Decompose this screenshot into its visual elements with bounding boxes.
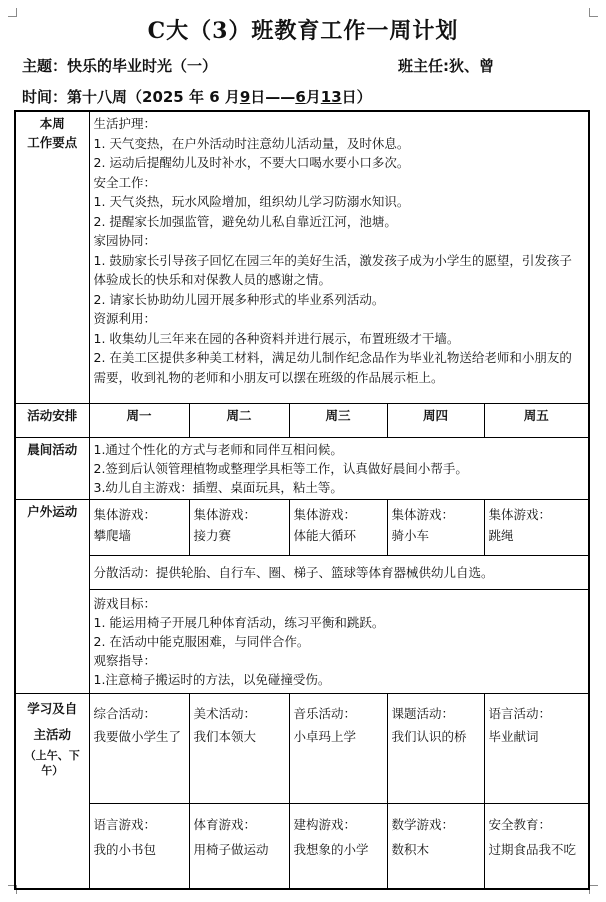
learning-name: 过期食品我不吃 [488, 841, 577, 857]
page-corner-mark [589, 885, 598, 894]
outdoor-game-name: 体能大循环 [293, 527, 357, 543]
key-point-line: 2. 运动后提醒幼儿及时补水，不要大口喝水要小口多次。 [93, 155, 410, 170]
learning-cell [189, 693, 289, 803]
outdoor-game-type: 集体游戏： [193, 506, 257, 522]
key-points-label [15, 111, 89, 403]
learning-row-2 [15, 803, 589, 889]
head-teacher: 班主任:狄、曾 [398, 57, 494, 75]
key-point-line: 安全工作： [93, 174, 157, 190]
learning-cell [387, 693, 484, 803]
key-points-content [89, 111, 589, 403]
learning-type: 安全教育： [488, 816, 552, 832]
learning-name: 数积木 [391, 841, 430, 857]
outdoor-game-name: 骑小车 [391, 527, 430, 543]
learning-name: 我要做小学生了 [93, 728, 182, 744]
morning-row [15, 437, 589, 499]
outdoor-goal-line: 观察指导： [93, 652, 157, 668]
key-point-line: 家园协同： [93, 233, 157, 248]
outdoor-game-type: 集体游戏： [391, 506, 455, 522]
learning-name: 小卓玛上学 [293, 728, 357, 744]
outdoor-game-type: 集体游戏： [93, 506, 157, 522]
weekly-plan-table [14, 110, 590, 890]
learning-name: 我想象的小学 [293, 841, 369, 857]
learning-name: 我们本领大 [193, 728, 257, 744]
outdoor-game-cell [289, 499, 387, 555]
key-point-line: 生活护理： [93, 116, 157, 131]
learning-type: 语言活动： [488, 705, 552, 721]
key-points-label-line: 本周 [39, 116, 65, 131]
learning-type: 体育游戏： [193, 816, 257, 832]
key-point-line: 2. 提醒家长加强监管，避免幼儿私自靠近江河，池塘。 [93, 213, 397, 229]
time-day-start: 9 [239, 88, 251, 106]
key-point-line: 资源利用： [93, 311, 157, 326]
key-point-line: 2. 请家长协助幼儿园开展多种形式的毕业系列活动。 [93, 291, 385, 307]
learning-type: 数学游戏： [391, 816, 455, 832]
day-header: 周四 [387, 403, 484, 437]
outdoor-game-type: 集体游戏： [488, 506, 552, 522]
theme-line: 主题：快乐的毕业时光（一） [22, 57, 218, 75]
outdoor-group-row [15, 555, 589, 589]
key-points-label-line: 工作要点 [27, 135, 78, 150]
learning-type: 音乐活动： [293, 705, 357, 721]
learning-label-sub: （上午、下午） [24, 748, 80, 777]
learning-cell [289, 803, 387, 889]
outdoor-game-cell [484, 499, 589, 555]
morning-line: 1.通过个性化的方式与老师和同伴互相问候。 [93, 441, 343, 457]
outdoor-games-row [15, 499, 589, 555]
outdoor-goal-line: 1. 能运用椅子开展几种体育活动，练习平衡和跳跃。 [93, 614, 385, 630]
key-point-line: 1. 天气变热，在户外活动时注意幼儿活动量，及时休息。 [93, 135, 410, 151]
document-title: C大（3）班教育工作一周计划 [147, 18, 459, 44]
day-header: 周五 [484, 403, 589, 437]
learning-type: 课题活动： [391, 705, 455, 721]
learning-type: 综合活动： [93, 705, 157, 721]
learning-row-1 [15, 693, 589, 803]
key-point-line: 1. 收集幼儿三年来在园的各种资料并进行展示，布置班级才干墙。 [93, 330, 460, 346]
key-point-line: 1. 鼓励家长引导孩子回忆在园三年的美好生活，激发孩子成为小学生的愿望，引发孩子体验成长的快乐和对保教人员的感谢之情。 [93, 252, 572, 287]
outdoor-goals-row [15, 589, 589, 693]
learning-cell [484, 803, 589, 889]
outdoor-game-cell [189, 499, 289, 555]
outdoor-label: 户外运动 [15, 499, 89, 693]
outdoor-game-name: 跳绳 [488, 527, 514, 543]
time-mid: 日—— [250, 88, 296, 106]
learning-name: 毕业献词 [488, 728, 539, 744]
outdoor-goals [89, 589, 589, 693]
learning-cell [189, 803, 289, 889]
learning-label [15, 693, 89, 889]
outdoor-goal-line: 2. 在活动中能克服困难，与同伴合作。 [93, 633, 310, 649]
morning-line: 2.签到后认领管理植物或整理学具柜等工作，认真做好晨间小帮手。 [93, 460, 468, 476]
day-header: 周二 [189, 403, 289, 437]
key-points-row [15, 111, 589, 403]
outdoor-goal-line: 1.注意椅子搬运时的方法，以免碰撞受伤。 [93, 671, 331, 687]
learning-cell [89, 803, 189, 889]
learning-cell [484, 693, 589, 803]
time-day-end: 13 [320, 88, 342, 106]
key-point-line: 1. 天气炎热，玩水风险增加，组织幼儿学习防溺水知识。 [93, 194, 410, 209]
outdoor-game-name: 攀爬墙 [93, 527, 132, 543]
learning-cell [289, 693, 387, 803]
outdoor-group-activity: 分散活动：提供轮胎、自行车、圈、梯子、篮球等体育器械供幼儿自选。 [89, 555, 589, 589]
time-mid2: 月 [305, 88, 321, 106]
schedule-header-row [15, 403, 589, 437]
learning-name: 用椅子做运动 [193, 841, 269, 857]
schedule-label: 活动安排 [15, 403, 89, 437]
day-header: 周三 [289, 403, 387, 437]
learning-cell [89, 693, 189, 803]
learning-name: 我们认识的桥 [391, 728, 467, 744]
learning-type: 美术活动： [193, 705, 257, 721]
morning-label: 晨间活动 [15, 437, 89, 499]
time-prefix: 时间：第十八周（2025 年 6 月 [22, 88, 240, 106]
time-suffix: 日） [341, 88, 372, 106]
time-month-end: 6 [295, 88, 306, 106]
learning-name: 我的小书包 [93, 841, 157, 857]
time-line [22, 86, 372, 107]
outdoor-game-name: 接力赛 [193, 527, 232, 543]
learning-type: 建构游戏： [293, 816, 357, 832]
morning-line: 3.幼儿自主游戏：插塑、桌面玩具，粘土等。 [93, 479, 343, 495]
day-header: 周一 [89, 403, 189, 437]
learning-type: 语言游戏： [93, 816, 157, 832]
key-point-line: 2. 在美工区提供多种美工材料，满足幼儿制作纪念品作为毕业礼物送给老师和小朋友的需要，收到礼物的老师和小朋友可以摆在班级的作品展示柜上。 [93, 350, 572, 385]
morning-content [89, 437, 589, 499]
learning-cell [387, 803, 484, 889]
outdoor-game-cell [89, 499, 189, 555]
outdoor-game-type: 集体游戏： [293, 506, 357, 522]
outdoor-goal-line: 游戏目标： [93, 595, 157, 611]
learning-label-line: 学习及自 [27, 700, 78, 716]
learning-label-line: 主活动 [33, 726, 71, 742]
outdoor-game-cell [387, 499, 484, 555]
